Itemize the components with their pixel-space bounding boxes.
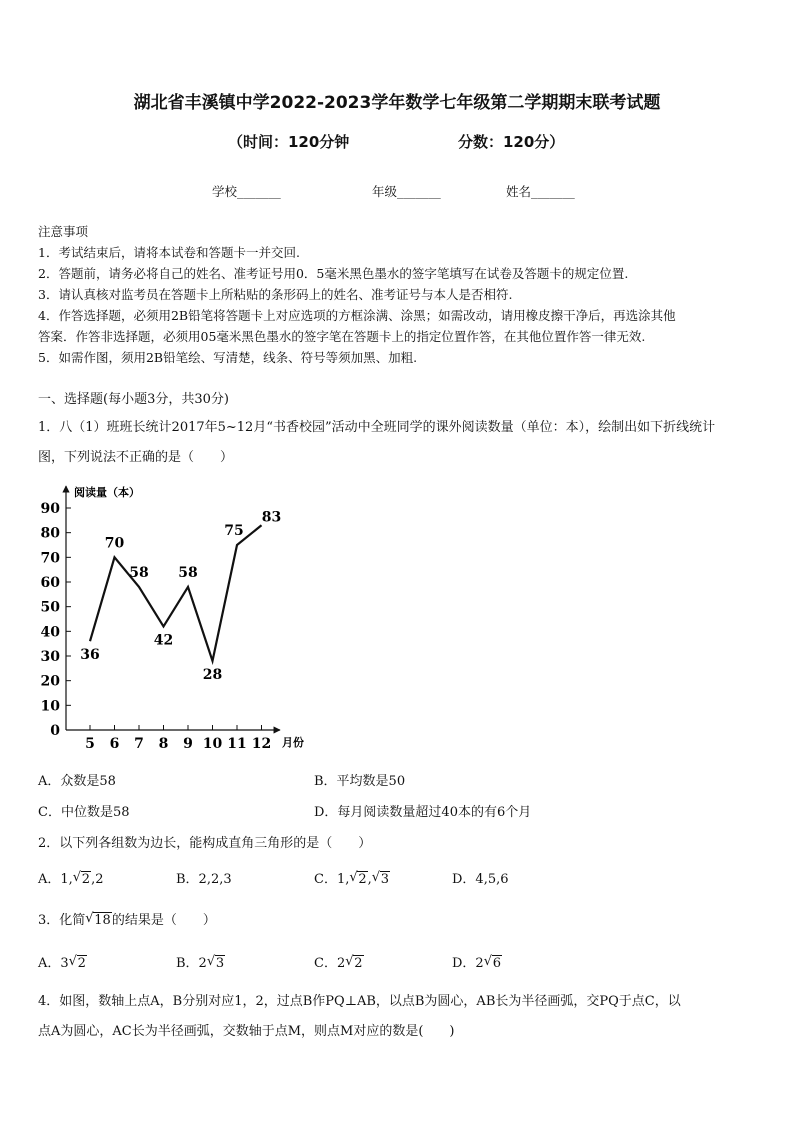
- notes-heading: 注意事项: [38, 224, 89, 239]
- q3-option-b: B．2 √ 3: [176, 954, 225, 971]
- data-label: 58: [178, 564, 198, 581]
- q2-stem: 2．以下列各组数为边长，能构成直角三角形的是（ ）: [38, 836, 372, 851]
- y-tick-label: 90: [40, 501, 60, 517]
- y-tick-label: 60: [40, 575, 60, 591]
- sqrt-sign: √ 2: [68, 954, 86, 971]
- y-tick-label: 40: [40, 624, 60, 641]
- y-tick-label: 80: [40, 525, 60, 542]
- q1-option-a: A．众数是58: [38, 774, 116, 789]
- q1-option-b: B．平均数是50: [314, 774, 406, 789]
- y-tick-label: 10: [40, 698, 60, 715]
- data-label: 70: [104, 535, 125, 552]
- line-chart: [30, 478, 330, 753]
- note-item: 5．如需作图，须用2B铅笔绘、写清楚，线条、符号等须加黑、加粗.: [38, 350, 418, 365]
- q3-option-a: A．3 √ 2: [38, 954, 86, 971]
- exam-score: 分数：120分）: [458, 133, 565, 151]
- q2-option-c: C．1, √ 2, √ 3: [314, 870, 390, 887]
- q2-option-b: B．2,2,3: [176, 872, 232, 887]
- grade-field: 年级_______: [372, 184, 441, 199]
- note-item: 2．答题前，请务必将自己的姓名、准考证号用0．5毫米黑色墨水的签字笔填写在试卷及答题卡的规定位置.: [38, 266, 629, 281]
- note-item: 4．作答选择题，必须用2B铅笔将答题卡上对应选项的方框涂满、涂黑；如需改动，请用橡皮擦干净后，再选涂其他: [38, 308, 676, 323]
- sqrt-sign: √ 6: [483, 954, 501, 971]
- sqrt-sign: √ 2: [72, 870, 91, 887]
- exam-time: （时间：120分钟: [228, 133, 350, 151]
- x-tick-label: 11: [227, 736, 247, 752]
- note-item: 1．考试结束后，请将本试卷和答题卡一并交回.: [38, 245, 300, 260]
- q1-stem-line2: 图，下列说法不正确的是（ ）: [38, 450, 234, 465]
- q1-option-d: D．每月阅读数量超过40本的有6个月: [314, 805, 532, 820]
- q3-stem: 3．化简 √ 18的结果是（ ）: [38, 911, 216, 928]
- y-tick-label: 50: [40, 599, 60, 616]
- q2-option-a: A．1, √ 2,2: [38, 870, 104, 887]
- data-labels: [80, 509, 281, 683]
- q3-option-c: C．2 √ 2: [314, 954, 363, 971]
- x-ticks: [85, 725, 271, 752]
- section-heading: 一、选择题(每小题3分，共30分): [38, 392, 229, 407]
- data-label: 83: [261, 509, 282, 526]
- x-tick-label: 7: [134, 736, 144, 752]
- sqrt-sign: √ 2: [349, 870, 367, 887]
- x-tick-label: 6: [109, 736, 120, 752]
- data-label: 28: [202, 666, 223, 683]
- sqrt-sign: √ 3: [206, 954, 225, 971]
- y-axis-label: 阅读量（本）: [74, 486, 140, 499]
- q4-stem-line1: 4．如图，数轴上点A，B分别对应1，2，过点B作PQ⊥AB，以点B为圆心，AB长为半径画弧，交PQ于点C，以: [38, 994, 681, 1009]
- x-tick-label: 8: [158, 736, 169, 752]
- sqrt-sign: √ 3: [371, 870, 390, 887]
- data-label: 36: [80, 647, 100, 664]
- q4-stem-line2: 点A为圆心，AC长为半径画弧，交数轴于点M，则点M对应的数是( ): [38, 1024, 455, 1039]
- name-field: 姓名_______: [506, 184, 575, 199]
- data-label: 75: [224, 523, 244, 539]
- note-item: 答案．作答非选择题，必须用05毫米黑色墨水的签字笔在答题卡上的指定位置作答，在其他位置作答一律无效.: [38, 329, 646, 344]
- x-tick-label: 12: [251, 736, 272, 752]
- x-tick-label: 10: [202, 736, 223, 752]
- sqrt-sign: √ 18: [85, 911, 111, 928]
- data-label: 42: [153, 632, 174, 649]
- x-tick-label: 9: [183, 736, 193, 752]
- note-item: 3．请认真核对监考员在答题卡上所粘贴的条形码上的姓名、准考证号与本人是否相符.: [38, 287, 513, 302]
- y-tick-label: 70: [40, 550, 60, 567]
- sqrt-sign: √ 2: [345, 954, 363, 971]
- data-label: 58: [129, 564, 149, 581]
- y-tick-label: 30: [40, 649, 60, 665]
- y-tick-label: 20: [40, 673, 60, 690]
- q3-option-d: D．2 √ 6: [452, 954, 501, 971]
- exam-title: 湖北省丰溪镇中学2022-2023学年数学七年级第二学期期末联考试题: [133, 93, 661, 113]
- q1-option-c: C．中位数是58: [38, 805, 130, 820]
- x-axis-label: 月份: [282, 736, 304, 749]
- q1-stem-line1: 1．八（1）班班长统计2017年5~12月“书香校园”活动中全班同学的课外阅读数量（单位：本），绘制出如下折线统计: [38, 420, 716, 435]
- y-tick-label: 0: [50, 723, 60, 739]
- school-field: 学校_______: [212, 184, 281, 199]
- q2-option-d: D．4,5,6: [452, 872, 509, 887]
- x-tick-label: 5: [85, 736, 95, 752]
